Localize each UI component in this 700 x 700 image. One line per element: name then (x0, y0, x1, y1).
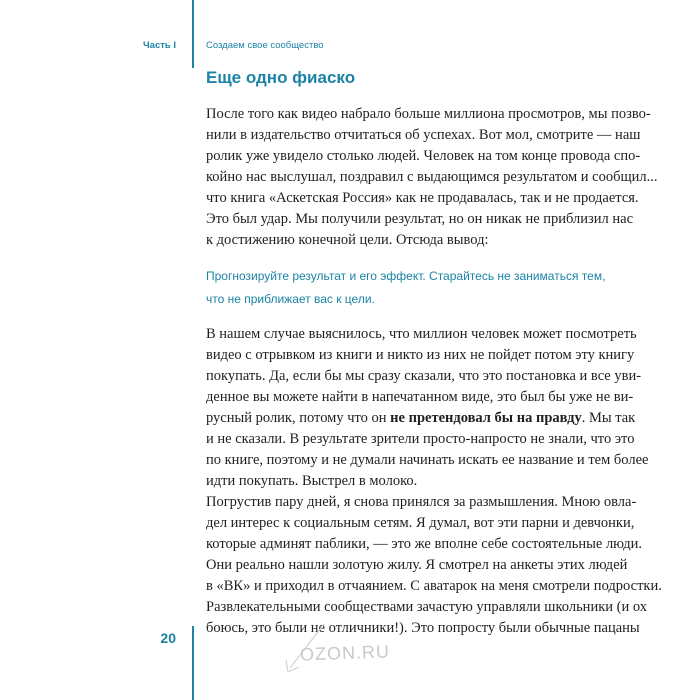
callout-line: что не приближает вас к цели. (206, 292, 375, 306)
paragraph-2-line: идти покупать. Выстрел в молоко. (206, 473, 418, 489)
paragraph-3-line: Они реально нашли золотую жилу. Я смотрел на анкеты этих людей (206, 557, 628, 573)
paragraph-2-line: покупать. Да, если бы мы сразу сказали, что это постановка и все уви- (206, 368, 642, 384)
paragraph-2-line: и не сказали. В результате зрители просто-напросто не знали, что это (206, 431, 635, 447)
paragraph-1-line: нили в издательство отчитаться об успехах. Вот мол, смотрите — наш (206, 127, 641, 143)
paragraph-3-line: Развлекательными сообществами зачастую управляли школьники (и ох (206, 599, 647, 615)
paragraph-2-line: по книге, поэтому и не думали начинать искать ее название и тем более (206, 452, 649, 468)
paragraph-3-line: боюсь, это были не отличники!). Это попросту были обычные пацаны (206, 620, 640, 636)
paragraph-3-line: дел интерес к социальным сетям. Я думал, вот эти парни и девчонки, (206, 515, 635, 531)
header-divider (192, 0, 194, 68)
running-head-title: Создаем свое сообщество (206, 40, 324, 51)
callout-line: Прогнозируйте результат и его эффект. Старайтесь не заниматься тем, (206, 269, 606, 283)
watermark: OZON.RU (299, 641, 391, 665)
paragraph-1-line: что книга «Аскетская Россия» как не продавалась, так и не продается. (206, 190, 639, 206)
page-number: 20 (160, 630, 176, 646)
paragraph-1-line: Это был удар. Мы получили результат, но он никак не приблизил нас (206, 211, 634, 227)
emphasis-text: не претендовал бы на правду (390, 410, 582, 426)
paragraph-3-line: которые админят паблики, — это же вполне себе состоятельные люди. (206, 536, 643, 552)
paragraph-1-line: к достижению конечной цели. Отсюда вывод: (206, 232, 489, 248)
paragraph-1-line: ролик уже увидело столько людей. Человек на том конце провода спо- (206, 148, 641, 164)
paragraph-1-line: После того как видео набрало больше миллиона просмотров, мы позво- (206, 106, 651, 122)
paragraph-2-line: русный ролик, потому что он не претендовал бы на правду. Мы так (206, 410, 636, 426)
running-head-part: Часть I (142, 40, 176, 51)
section-heading: Еще одно фиаско (206, 68, 356, 87)
paragraph-2-line: В нашем случае выяснилось, что миллион человек может посмотреть (206, 326, 637, 342)
footer-divider (192, 626, 194, 700)
paragraph-3-line: в «ВК» и приходил в отчаянием. С аватарок на меня смотрели подростки. (206, 578, 662, 594)
paragraph-1-line: койно нас выслушал, поздравил с выдающимся результатом и сообщил... (206, 169, 658, 185)
paragraph-3-line: Погрустив пару дней, я снова принялся за размышления. Мною овла- (206, 494, 637, 510)
paragraph-2-line: видео с отрывком из книги и никто из них не пойдет потом эту книгу (206, 347, 635, 363)
paragraph-2-line: денное вы можете найти в напечатанном виде, это был бы уже не ви- (206, 389, 634, 405)
